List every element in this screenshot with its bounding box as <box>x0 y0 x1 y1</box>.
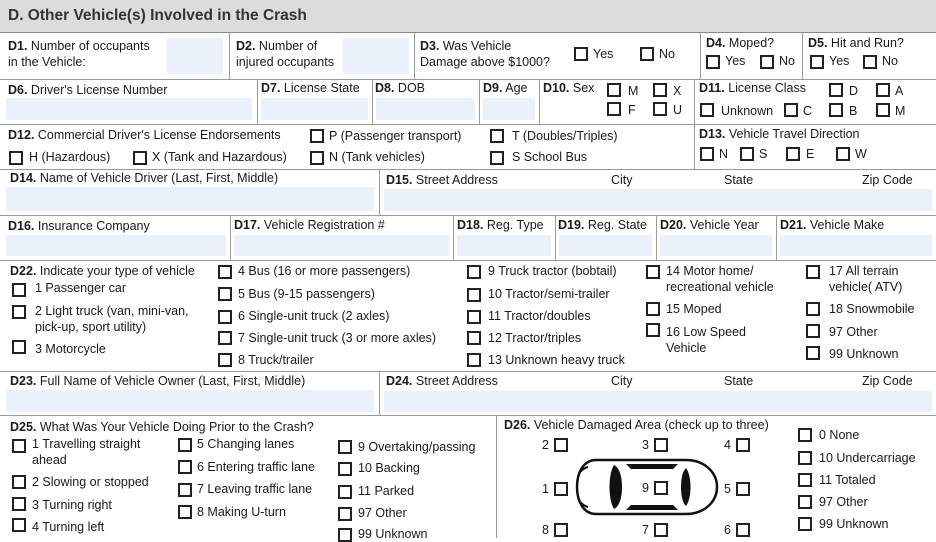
d15-label: D15. Street Address <box>386 173 498 187</box>
d22-9-label: 9 Truck tractor (bobtail) <box>488 264 617 278</box>
d24-zip-label: Zip Code <box>862 374 913 388</box>
col-divider <box>694 79 695 124</box>
d11-a-label: A <box>895 84 904 98</box>
d22-16-checkbox[interactable] <box>646 323 660 337</box>
d22-12-label: 12 Tractor/triples <box>488 331 582 345</box>
d11-unknown-checkbox[interactable] <box>700 103 714 117</box>
d18-label: D18. Reg. Type <box>457 218 544 232</box>
d21-make-field[interactable] <box>780 235 932 256</box>
d26-area-3-label: 3 <box>642 438 649 452</box>
d22-12-checkbox[interactable] <box>467 331 481 345</box>
col-divider <box>453 215 454 260</box>
row-divider <box>0 260 936 261</box>
d25-99-label: 99 Unknown <box>358 527 428 541</box>
d25-10-checkbox[interactable] <box>338 462 352 476</box>
d22-14-label-2: recreational vehicle <box>666 280 774 294</box>
d26-other-label: 97 Other <box>819 495 868 509</box>
d12-p-checkbox[interactable] <box>310 129 324 143</box>
d26-none-label: 0 None <box>819 428 860 442</box>
d17-registration-field[interactable] <box>234 235 449 256</box>
d22-17-checkbox[interactable] <box>806 265 820 279</box>
d26-other-checkbox[interactable] <box>798 495 812 509</box>
d22-11-label: 11 Tractor/doubles <box>488 309 591 323</box>
d13-n-label: N <box>719 147 729 161</box>
d25-6-checkbox[interactable] <box>178 460 192 474</box>
d22-13-label: 13 Unknown heavy truck <box>488 353 625 367</box>
d12-h-label: H (Hazardous) <box>29 150 111 164</box>
d25-2-label: 2 Slowing or stopped <box>32 475 149 489</box>
row-divider <box>0 169 936 170</box>
d25-6-label: 6 Entering traffic lane <box>197 460 315 474</box>
d26-area-4-checkbox[interactable] <box>736 438 750 452</box>
d13-w-checkbox[interactable] <box>836 147 850 161</box>
d22-18-label: 18 Snowmobile <box>829 302 915 316</box>
col-divider <box>802 33 803 79</box>
d25-1-label: 1 Travelling straight <box>32 437 141 451</box>
col-divider <box>496 415 497 538</box>
d7-license-state-field[interactable] <box>261 98 368 120</box>
d15-address-field[interactable] <box>384 189 932 211</box>
d24-label: D24. Street Address <box>386 374 498 388</box>
d5-no-checkbox[interactable] <box>863 55 877 69</box>
d26-area-1-label: 1 <box>542 482 549 496</box>
d16-insurance-field[interactable] <box>6 235 226 256</box>
d11-b-checkbox[interactable] <box>829 103 843 117</box>
d11-c-checkbox[interactable] <box>784 103 798 117</box>
d22-7-label: 7 Single-unit truck (3 or more axles) <box>238 331 436 345</box>
d22-17-label-2: vehicle( ATV) <box>829 280 903 294</box>
d22-6-label: 6 Single-unit truck (2 axles) <box>238 309 390 323</box>
d22-10-checkbox[interactable] <box>467 288 481 302</box>
d26-undercarriage-label: 10 Undercarriage <box>819 451 916 465</box>
d22-label: D22. Indicate your type of vehicle <box>10 264 195 278</box>
d10-x-label: X <box>673 84 682 98</box>
d3-no-label: No <box>659 47 675 61</box>
d24-city-label: City <box>611 374 633 388</box>
row-divider <box>0 124 936 125</box>
d26-totaled-checkbox[interactable] <box>798 473 812 487</box>
d3-label-2: Damage above $1000? <box>420 55 550 69</box>
d25-8-checkbox[interactable] <box>178 505 192 519</box>
d25-11-checkbox[interactable] <box>338 485 352 499</box>
d4-yes-label: Yes <box>725 54 746 68</box>
col-divider <box>379 371 380 415</box>
d11-b-label: B <box>849 104 858 118</box>
d22-2-checkbox[interactable] <box>12 305 26 319</box>
d12-t-label: T (Doubles/Triples) <box>512 129 618 143</box>
d26-unknown-label: 99 Unknown <box>819 517 889 531</box>
d26-area-2-checkbox[interactable] <box>554 438 568 452</box>
d10-m-checkbox[interactable] <box>607 83 621 97</box>
d1-label-2: in the Vehicle: <box>8 55 86 69</box>
d9-label: D9. Age <box>483 81 528 95</box>
d22-3-label: 3 Motorcycle <box>35 342 106 356</box>
d18-reg-type-field[interactable] <box>457 235 551 256</box>
d6-label: D6. Driver's License Number <box>8 83 168 97</box>
d6-license-number-field[interactable] <box>6 98 252 120</box>
d26-area-9-label: 9 <box>642 481 649 495</box>
d26-area-2-label: 2 <box>542 438 549 452</box>
d13-n-checkbox[interactable] <box>700 147 714 161</box>
d22-14-label: 14 Motor home/ <box>666 264 754 278</box>
d10-label: D10. Sex <box>543 81 595 95</box>
d3-yes-checkbox[interactable] <box>574 47 588 61</box>
d22-8-label: 8 Truck/trailer <box>238 353 314 367</box>
d26-area-5-checkbox[interactable] <box>736 482 750 496</box>
d22-16-label: 16 Low Speed <box>666 325 746 339</box>
d25-1-checkbox[interactable] <box>12 439 26 453</box>
d13-s-checkbox[interactable] <box>740 147 754 161</box>
d22-15-label: 15 Moped <box>666 302 722 316</box>
d13-s-label: S <box>759 147 768 161</box>
col-divider <box>230 215 231 260</box>
d25-2-checkbox[interactable] <box>12 475 26 489</box>
d5-yes-checkbox[interactable] <box>810 55 824 69</box>
d26-area-5-label: 5 <box>724 482 731 496</box>
d15-city-label: City <box>611 173 633 187</box>
d2-injured-field[interactable] <box>343 38 409 74</box>
d25-8-label: 8 Making U-turn <box>197 505 286 519</box>
d25-label: D25. What Was Your Vehicle Doing Prior to the Crash? <box>10 420 314 434</box>
col-divider <box>700 33 701 79</box>
d1-occupants-field[interactable] <box>167 38 223 74</box>
d13-e-checkbox[interactable] <box>786 147 800 161</box>
d26-unknown-checkbox[interactable] <box>798 517 812 531</box>
d12-t-checkbox[interactable] <box>490 129 504 143</box>
d26-area-4-label: 4 <box>724 438 731 452</box>
d22-3-checkbox[interactable] <box>12 340 26 354</box>
d2-label-2: injured occupants <box>236 55 334 69</box>
d8-label: D8. DOB <box>375 81 426 95</box>
d10-x-checkbox[interactable] <box>653 83 667 97</box>
d22-2-label-2: pick-up, sport utility) <box>35 320 147 334</box>
d26-area-9-checkbox[interactable] <box>654 481 668 495</box>
d26-area-3-checkbox[interactable] <box>654 438 668 452</box>
d25-97-label: 97 Other <box>358 506 407 520</box>
col-divider <box>257 79 258 124</box>
d25-3-checkbox[interactable] <box>12 497 26 511</box>
d1-label: D1. Number of occupants <box>8 39 150 53</box>
d4-no-label: No <box>779 54 795 68</box>
d25-7-label: 7 Leaving traffic lane <box>197 482 313 496</box>
d4-no-checkbox[interactable] <box>760 55 774 69</box>
d5-no-label: No <box>882 54 898 68</box>
d22-18-checkbox[interactable] <box>806 302 820 316</box>
d22-5-checkbox[interactable] <box>218 287 232 301</box>
d25-7-checkbox[interactable] <box>178 483 192 497</box>
d10-f-checkbox[interactable] <box>607 102 621 116</box>
d25-4-label: 4 Turning left <box>32 520 105 534</box>
d20-label: D20. Vehicle Year <box>660 218 759 232</box>
d5-label: D5. Hit and Run? <box>808 36 904 50</box>
d22-97-label: 97 Other <box>829 325 878 339</box>
row-divider <box>0 215 936 216</box>
d21-label: D21. Vehicle Make <box>780 218 885 232</box>
col-divider <box>379 169 380 215</box>
d25-5-checkbox[interactable] <box>178 438 192 452</box>
d4-yes-checkbox[interactable] <box>706 55 720 69</box>
d25-11-label: 11 Parked <box>358 484 415 498</box>
d22-10-label: 10 Tractor/semi-trailer <box>488 287 610 301</box>
d25-3-label: 3 Turning right <box>32 498 112 512</box>
d14-driver-name-field[interactable] <box>6 187 374 211</box>
d16-label: D16. Insurance Company <box>8 219 150 233</box>
d12-x-checkbox[interactable] <box>133 151 147 165</box>
d10-f-label: F <box>628 103 636 117</box>
d25-97-checkbox[interactable] <box>338 507 352 521</box>
d9-age-field[interactable] <box>483 98 535 120</box>
d10-u-label: U <box>673 103 683 117</box>
d25-1-label-2: ahead <box>32 453 67 467</box>
d26-none-checkbox[interactable] <box>798 428 812 442</box>
d22-5-label: 5 Bus (9-15 passengers) <box>238 287 375 301</box>
d22-9-checkbox[interactable] <box>467 265 481 279</box>
d3-yes-label: Yes <box>593 47 614 61</box>
d13-w-label: W <box>855 147 867 161</box>
col-divider <box>555 215 556 260</box>
d26-area-7-checkbox[interactable] <box>654 523 668 537</box>
d26-area-6-checkbox[interactable] <box>736 523 750 537</box>
d26-label: D26. Vehicle Damaged Area (check up to three) <box>504 418 769 432</box>
d7-label: D7. License State <box>261 81 360 95</box>
d22-4-checkbox[interactable] <box>218 265 232 279</box>
d25-4-checkbox[interactable] <box>12 518 26 532</box>
d26-area-1-checkbox[interactable] <box>554 482 568 496</box>
d14-label: D14. Name of Vehicle Driver (Last, First, Middle) <box>10 171 279 185</box>
d12-h-checkbox[interactable] <box>9 151 23 165</box>
section-header <box>0 0 936 33</box>
d22-17-label: 17 All terrain <box>829 264 899 278</box>
d22-11-checkbox[interactable] <box>467 310 481 324</box>
row-divider <box>0 371 936 372</box>
d22-16-label-2: Vehicle <box>666 341 707 355</box>
d26-totaled-label: 11 Totaled <box>819 473 876 487</box>
d25-9-label: 9 Overtaking/passing <box>358 440 476 454</box>
d24-address-field[interactable] <box>384 391 932 412</box>
col-divider <box>372 79 373 124</box>
col-divider <box>656 215 657 260</box>
d26-area-7-label: 7 <box>642 523 649 537</box>
d22-1-checkbox[interactable] <box>12 283 26 297</box>
d22-97-checkbox[interactable] <box>806 324 820 338</box>
col-divider <box>479 79 480 124</box>
d10-m-label: M <box>628 84 639 98</box>
d11-d-label: D <box>849 84 859 98</box>
col-divider <box>539 79 540 124</box>
d12-s-label: S School Bus <box>512 150 588 164</box>
d19-label: D19. Reg. State <box>558 218 647 232</box>
d3-no-checkbox[interactable] <box>640 47 654 61</box>
d12-n-label: N (Tank vehicles) <box>329 150 425 164</box>
d3-label: D3. Was Vehicle <box>420 39 512 53</box>
d13-label: D13. Vehicle Travel Direction <box>699 127 860 141</box>
d23-owner-name-field[interactable] <box>6 390 374 412</box>
d12-p-label: P (Passenger transport) <box>329 129 462 143</box>
col-divider <box>694 124 695 169</box>
d11-a-checkbox[interactable] <box>876 83 890 97</box>
d22-99-checkbox[interactable] <box>806 346 820 360</box>
d12-s-checkbox[interactable] <box>490 151 504 165</box>
d26-area-6-label: 6 <box>724 523 731 537</box>
d22-6-checkbox[interactable] <box>218 310 232 324</box>
d2-label: D2. Number of <box>236 39 318 53</box>
d10-u-checkbox[interactable] <box>653 102 667 116</box>
d19-reg-state-field[interactable] <box>559 235 652 256</box>
section-title: D. Other Vehicle(s) Involved in the Crash <box>8 7 307 24</box>
d25-99-checkbox[interactable] <box>338 528 352 542</box>
d5-yes-label: Yes <box>829 54 850 68</box>
d22-4-label: 4 Bus (16 or more passengers) <box>238 264 411 278</box>
d11-c-label: C <box>803 104 813 118</box>
d22-15-checkbox[interactable] <box>646 302 660 316</box>
row-divider <box>0 79 936 80</box>
d22-14-checkbox[interactable] <box>646 265 660 279</box>
d26-area-8-label: 8 <box>542 523 549 537</box>
d4-label: D4. Moped? <box>706 36 775 50</box>
d25-10-label: 10 Backing <box>358 461 420 475</box>
col-divider <box>414 33 415 79</box>
d12-x-label: X (Tank and Hazardous) <box>152 150 287 164</box>
d17-label: D17. Vehicle Registration # <box>234 218 385 232</box>
d11-m-label: M <box>895 104 906 118</box>
d26-area-8-checkbox[interactable] <box>554 523 568 537</box>
d26-undercarriage-checkbox[interactable] <box>798 451 812 465</box>
d25-5-label: 5 Changing lanes <box>197 437 295 451</box>
d22-8-checkbox[interactable] <box>218 353 232 367</box>
d22-2-label: 2 Light truck (van, mini-van, <box>35 304 189 318</box>
d20-year-field[interactable] <box>660 235 772 256</box>
d11-label: D11. License Class <box>699 81 807 95</box>
d22-99-label: 99 Unknown <box>829 347 899 361</box>
d22-7-checkbox[interactable] <box>218 331 232 345</box>
d24-state-label: State <box>724 374 754 388</box>
d11-d-checkbox[interactable] <box>829 83 843 97</box>
col-divider <box>229 33 230 79</box>
d22-1-label: 1 Passenger car <box>35 281 127 295</box>
d11-m-checkbox[interactable] <box>876 103 890 117</box>
row-divider <box>0 415 936 416</box>
d23-label: D23. Full Name of Vehicle Owner (Last, First, Middle) <box>10 374 306 388</box>
d22-13-checkbox[interactable] <box>467 353 481 367</box>
d13-e-label: E <box>806 147 815 161</box>
d11-unknown-label: Unknown <box>721 104 774 118</box>
d8-dob-field[interactable] <box>376 98 475 120</box>
d12-n-checkbox[interactable] <box>310 151 324 165</box>
d12-label: D12. Commercial Driver's License Endorsements <box>8 128 281 142</box>
d15-zip-label: Zip Code <box>862 173 913 187</box>
col-divider <box>776 215 777 260</box>
d25-9-checkbox[interactable] <box>338 440 352 454</box>
d15-state-label: State <box>724 173 754 187</box>
